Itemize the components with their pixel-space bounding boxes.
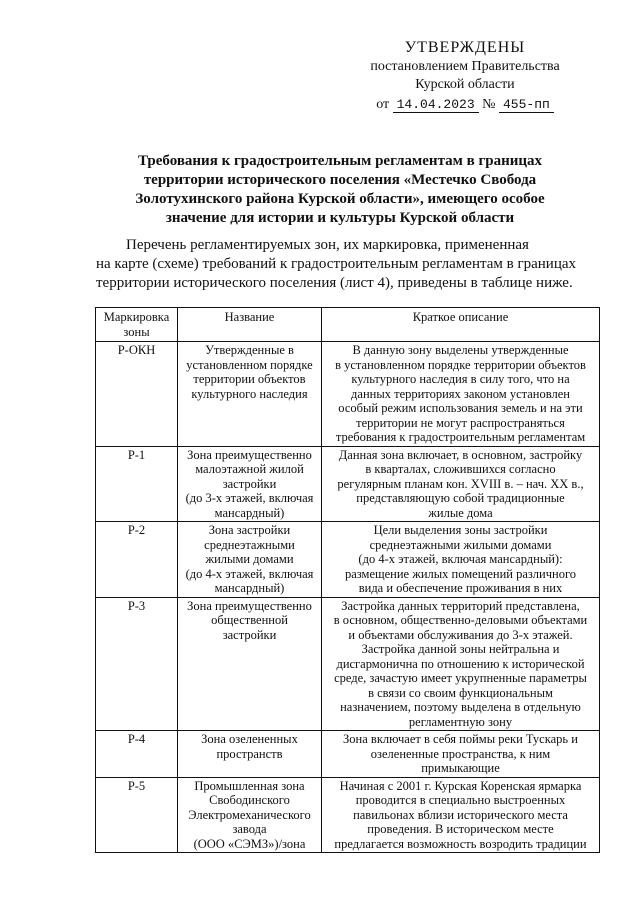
zone-name-line: Зона преимущественно	[187, 598, 312, 613]
zone-name-line: Электромеханического	[188, 807, 311, 822]
zone-description-line: назначением, поэтому выделена в отдельную	[340, 700, 581, 714]
zone-description-line: проведения. В историческом месте	[367, 822, 554, 836]
zone-name-line: мансардный)	[214, 581, 285, 595]
zone-name-line: мансардный)	[214, 505, 285, 520]
zone-description-line: требования к градостроительным регламентам	[335, 430, 586, 444]
zone-description-line: в установленном порядке территории объектов	[335, 357, 586, 372]
zone-name-line: культурного наследия	[191, 386, 308, 401]
zone-code: Р-3	[96, 597, 178, 731]
approval-date: 14.04.2023	[393, 97, 479, 113]
zone-name-line: среднеэтажными	[204, 537, 295, 552]
zone-name-line: (до 3-х этажей, включая	[185, 491, 314, 505]
table-row	[96, 731, 600, 778]
zone-description	[322, 597, 600, 731]
zone-name	[178, 731, 322, 778]
zone-code: Р-4	[96, 731, 178, 778]
zone-description-line: вида и обеспечение проживания в них	[358, 581, 563, 595]
zone-description	[322, 777, 600, 853]
zone-description-line: жилые дома	[428, 505, 493, 520]
intro-line: территории исторического поселения (лист 4), приведены в таблице ниже.	[96, 275, 573, 291]
zone-name-line: установленном порядке	[186, 357, 313, 372]
zone-name-line: Зона озелененных	[201, 732, 298, 746]
title-line: значение для истории и культуры Курской области	[165, 210, 515, 226]
approval-number: 455-пп	[499, 97, 554, 113]
table-row	[96, 446, 600, 522]
zone-description	[322, 522, 600, 598]
zone-name-line: застройки	[222, 476, 277, 491]
zone-name-line: общественной	[211, 613, 288, 627]
zone-description-line: среде, зачастую имеет укрупненные параметры	[334, 671, 587, 685]
zone-name-line: территории объектов	[193, 372, 306, 386]
zone-description-line: и объектами обслуживания до 3-х этажей.	[348, 627, 573, 642]
zone-description-line: Данная зона включает, в основном, застройку	[338, 447, 583, 462]
approval-date-prefix: от	[376, 97, 390, 112]
zone-description-line: регулярным планам кон. XVIII в. – нач. XX в.,	[337, 476, 584, 491]
zone-name-line: застройки	[222, 627, 277, 642]
zone-description-line: в кварталах, сложившихся согласно	[365, 462, 556, 476]
zone-description-line: Начиная с 2001 г. Курская Коренская ярмарка	[339, 778, 582, 793]
zone-name	[178, 522, 322, 598]
header-code	[96, 308, 178, 342]
zone-name	[178, 342, 322, 447]
approval-block	[340, 38, 590, 114]
zone-name-line: жилыми домами	[205, 552, 294, 566]
document-title	[105, 152, 575, 228]
approval-date-number	[340, 96, 590, 114]
zone-description-line: представляющую собой традиционные	[356, 491, 565, 505]
zone-description-line: размещение жилых помещений различного	[344, 566, 577, 581]
zone-description-line: в связи со своим функциональным	[368, 685, 553, 700]
zone-code: Р-ОКН	[96, 342, 178, 447]
zone-name-line: завода	[232, 822, 267, 836]
table-header-row	[96, 308, 600, 342]
table-row	[96, 522, 600, 598]
intro-line: Перечень регламентируемых зон, их маркировка, примененная	[126, 237, 529, 253]
zone-name	[178, 446, 322, 522]
zone-description-line: в основном, общественно-деловыми объектами	[333, 613, 588, 627]
zone-name-line: Зона преимущественно	[187, 447, 312, 462]
zones-table	[95, 307, 600, 853]
zone-description	[322, 446, 600, 522]
zone-name-line: пространств	[216, 746, 283, 761]
zone-description-line: проводится в специально выстроенных	[355, 793, 566, 807]
zone-name-line: Утвержденные в	[205, 343, 294, 357]
zone-description-line: данных территориях законом установлен	[351, 386, 570, 401]
intro-paragraph	[96, 236, 580, 293]
header-code-line: Маркировка	[103, 310, 170, 324]
table-row	[96, 342, 600, 447]
approval-number-sign: №	[482, 97, 496, 112]
zone-description-line: озелененные пространства, к ним	[370, 746, 551, 761]
approval-title: УТВЕРЖДЕНЫ	[404, 39, 526, 56]
zone-name-line: (до 4-х этажей, включая	[185, 566, 314, 581]
zone-name	[178, 597, 322, 731]
zone-name	[178, 777, 322, 853]
zone-description-line: В данную зону выделены утвержденные	[352, 343, 569, 357]
title-line: Золотухинского района Курской области», имеющего особое	[135, 191, 545, 207]
approval-line-2: Курской области	[415, 77, 515, 92]
zone-description-line: культурного наследия в силу того, что на	[351, 372, 570, 386]
title-line: Требования к градостроительным регламентам в границах	[137, 153, 543, 169]
zone-description-line: среднеэтажными жилыми домами	[369, 537, 552, 552]
zone-description-line: предлагается возможность возродить традиции	[334, 836, 587, 851]
zone-description-line: Застройка данной зоны нейтральна и	[361, 642, 560, 656]
zone-description-line: павильонах вблизи исторического места	[353, 807, 568, 822]
zone-name-line: малоэтажной жилой	[195, 462, 304, 476]
approval-line-1: постановлением Правительства	[370, 59, 560, 74]
zone-description-line: территории не могут распространяться	[356, 415, 565, 430]
zone-code: Р-2	[96, 522, 178, 598]
zone-description-line: Застройка данных территорий представлена,	[341, 598, 580, 613]
zone-description-line: (до 4-х этажей, включая мансардный):	[358, 552, 563, 566]
zone-description-line: дисгармонична по отношению к исторической	[336, 656, 585, 671]
header-description: Краткое описание	[322, 308, 600, 342]
table-row	[96, 597, 600, 731]
header-name: Название	[178, 308, 322, 342]
intro-line: на карте (схеме) требований к градостроительным регламентам в границах	[96, 256, 577, 272]
zone-name-line: (ООО «СЭМЗ»)/зона	[193, 836, 306, 851]
zone-code: Р-1	[96, 446, 178, 522]
zone-description-line: Цели выделения зоны застройки	[373, 523, 548, 537]
title-line: территории исторического поселения «Местечко Свобода	[143, 172, 537, 188]
header-code-line: зоны	[123, 324, 150, 339]
table-row	[96, 777, 600, 853]
zone-description-line: регламентную зону	[408, 714, 513, 729]
zones-table-body	[96, 342, 600, 853]
zone-description	[322, 342, 600, 447]
zone-description	[322, 731, 600, 778]
zone-name-line: Зона застройки	[208, 523, 291, 537]
zone-name-line: Свободинского	[209, 793, 290, 807]
zone-description-line: Зона включает в себя поймы реки Тускарь и	[343, 732, 578, 746]
zone-description-line: примыкающие	[421, 761, 500, 775]
zone-description-line: особый режим использования земель и на эти	[338, 401, 583, 415]
zone-name-line: Промышленная зона	[194, 778, 305, 793]
zone-code: Р-5	[96, 777, 178, 853]
